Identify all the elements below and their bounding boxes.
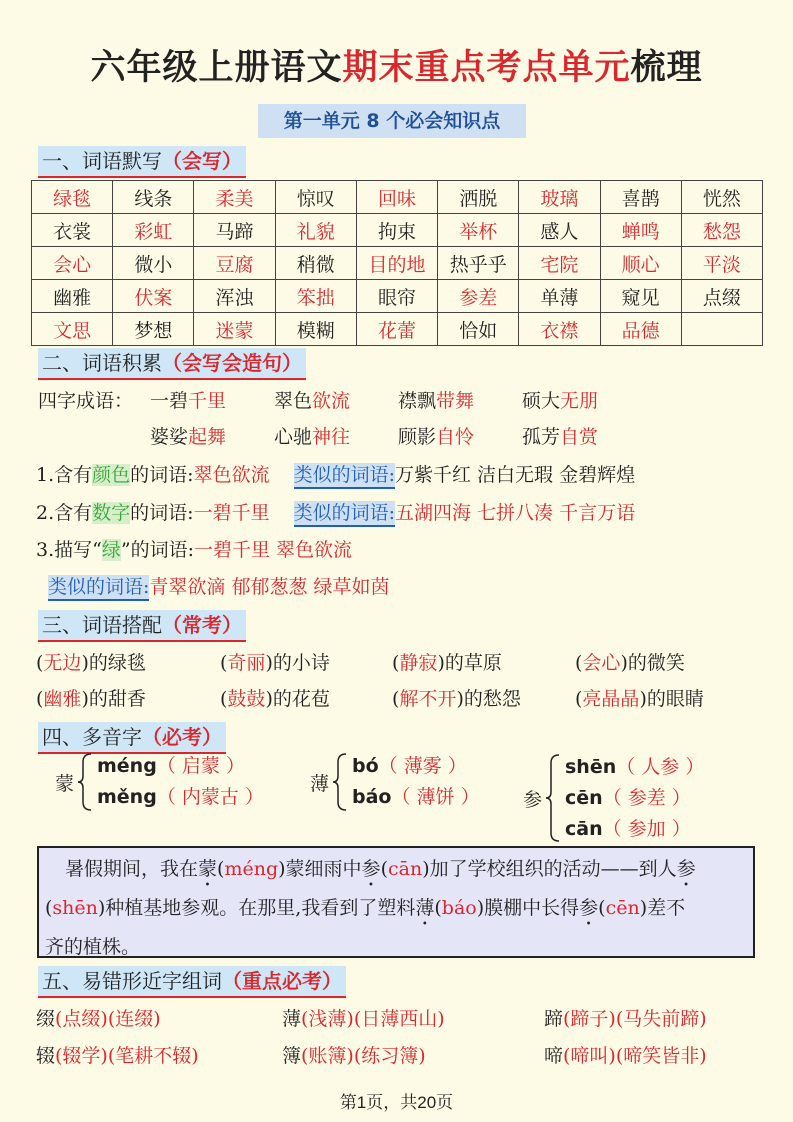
vocab-cell: 洒脱 [438,181,519,214]
vocab-cell: 笨拙 [275,280,356,313]
section-1-tag: （会写） [162,149,242,173]
poly-word: （ 参加 ） [602,818,691,840]
idiom [398,422,522,452]
idiom-part: 硕大 [522,390,561,412]
collocation [575,648,685,678]
l4-similar-label: 类似的词语: [48,575,149,601]
collocation-noun: 的微笑 [627,652,685,674]
story-segment: ( [45,897,53,919]
title-part-3: 梳理 [630,48,703,88]
collocation-noun: 的绿毯 [88,652,146,674]
section-2-tag: （会写会造句） [162,351,302,375]
vocab-cell: 参差 [438,280,519,313]
story-segment: báo [441,897,477,919]
poly-reading [565,783,691,810]
word-line-4 [48,572,390,602]
pinyin: shēn [565,756,617,778]
vocab-cell: 顺心 [600,247,681,280]
section-1-highlight [38,146,246,178]
vocab-cell: 绿毯 [32,181,113,214]
brace-icon [332,752,348,812]
brace-path [333,754,346,810]
collocation-word: 鼓鼓 [227,688,266,710]
story-line [45,930,747,965]
word-line-1 [36,460,635,490]
story-segment: shēn [52,897,98,919]
story-segment: 齐的植株。 [45,936,141,958]
idiom-part: 顾影 [398,426,437,448]
vocab-cell: 宅院 [519,247,600,280]
idiom [274,386,398,416]
word-line-2 [36,498,635,528]
vocab-cell: 拘束 [356,214,437,247]
poly-word: （ 参差 ） [602,787,691,809]
vocab-row [32,181,763,214]
section-5-tag: （重点必考） [222,969,342,993]
confusable-words: (浅薄)(日薄西山) [301,1008,445,1030]
collocation [220,648,330,678]
confusable-words: (账簿)(练习簿) [301,1045,426,1067]
section-3-highlight [38,610,246,642]
l3-key: 绿 [101,539,121,561]
idioms-list-2 [150,426,646,448]
collocation-word: 无边 [43,652,82,674]
story-segment: )蒙细雨中 [278,858,362,880]
confusable-char: 啼 [544,1045,564,1067]
vocab-row [32,214,763,247]
section-1-label: 一、词语默写 [42,149,162,173]
section-2-heading [38,348,306,378]
poly-reading [352,782,480,809]
page-footer: 第1页，共20页 [339,1093,454,1112]
poly-reading [97,782,264,809]
collocation-word: 奇丽 [227,652,266,674]
vocab-cell: 迷蒙 [194,313,275,346]
unit-subtitle: 第一单元 8 个必会知识点 [258,104,526,138]
idiom-part: 带舞 [436,390,475,412]
section-4-label: 四、多音字 [42,725,142,749]
l1-pre: 1.含有 [36,464,93,486]
brace-path [546,755,559,841]
section-5-heading [38,966,346,996]
collocation [36,684,146,714]
confusable-char: 薄 [282,1008,302,1030]
section-3-label: 三、词语搭配 [42,613,162,637]
pinyin: cān [565,818,603,840]
collocation-noun: 的小诗 [272,652,330,674]
collocation-paren: ( [36,688,44,710]
collocation-paren: ( [392,652,400,674]
pinyin: bó [352,755,379,777]
story-segment: )膜棚中长得 [476,897,580,919]
idiom-part: 千里 [188,390,227,412]
pinyin: cēn [565,787,603,809]
confusable-entry [544,1004,707,1034]
l3-pre: 3.描写“ [36,539,102,561]
l2-words: 一碧千里 [193,502,270,524]
story-segment: 参 [579,897,599,919]
collocation-paren: ) [265,652,273,674]
vocab-cell: 豆腐 [194,247,275,280]
poly-char: 薄 [310,773,330,795]
collocation-paren: ) [81,688,89,710]
idioms-list-1 [150,390,646,412]
vocab-cell: 眼帘 [356,280,437,313]
vocab-cell: 幽雅 [32,280,113,313]
vocab-cell: 恍然 [681,181,762,214]
vocab-cell: 衣裳 [32,214,113,247]
brace-icon [77,752,93,812]
vocab-cell [681,313,762,346]
collocation-paren: ) [620,652,628,674]
word-line-3 [36,535,352,565]
collocation-word: 解不开 [399,688,457,710]
page-title [0,40,793,90]
l4-similar-words: 青翠欲滴 郁郁葱葱 绿草如茵 [149,576,390,598]
collocation-paren: ( [220,652,228,674]
collocation-paren: ) [639,688,647,710]
section-1-heading [38,146,246,176]
section-3-tag: （常考） [162,613,242,637]
l2-mid: 的词语: [130,502,194,524]
story-segment: 薄 [415,897,435,919]
idiom [150,386,274,416]
story-segment: )差不 [639,897,686,919]
vocab-cell: 花蕾 [356,313,437,346]
vocab-cell: 线条 [113,181,194,214]
l1-key: 颜色 [92,464,131,486]
idiom-part: 起舞 [188,426,227,448]
idiom [150,422,274,452]
l1-words: 翠色欲流 [193,464,270,486]
vocab-row [32,280,763,313]
vocab-cell: 玻璃 [519,181,600,214]
title-part-2: 期末重点考点单元 [342,48,631,88]
vocab-cell: 平淡 [681,247,762,280]
vocab-cell: 惊叹 [275,181,356,214]
vocab-cell: 举杯 [438,214,519,247]
collocation-paren: ( [392,688,400,710]
poly-reading [565,752,704,779]
vocab-cell: 目的地 [356,247,437,280]
story-segment: cēn [605,897,640,919]
story-segment: ( [217,858,225,880]
vocab-cell: 礼貌 [275,214,356,247]
vocab-cell: 柔美 [194,181,275,214]
story-box [37,846,755,958]
section-4-heading [38,722,226,752]
poly-word: （ 薄雾 ） [378,755,467,777]
confusable-entry [36,1004,161,1034]
collocation-paren: ) [265,688,273,710]
poly-reading [97,751,245,778]
pinyin: měng [97,786,157,808]
collocation-paren: ) [437,652,445,674]
collocation [392,648,502,678]
vocab-cell: 单薄 [519,280,600,313]
section-2-highlight [38,348,306,380]
l2-similar-words: 五湖四海 七拼八凑 千言万语 [394,502,636,524]
vocab-cell: 蝉鸣 [600,214,681,247]
collocation-noun: 的愁怨 [463,688,521,710]
section-5-highlight [38,966,346,998]
story-segment: 参 [676,858,696,880]
confusable-words: (蹄子)(马失前蹄) [563,1008,707,1030]
idiom-part: 无朋 [560,390,599,412]
idioms-label: 四字成语： [38,390,134,412]
vocab-cell: 感人 [519,214,600,247]
vocab-cell: 喜鹊 [600,181,681,214]
story-segment: ( [434,897,442,919]
l3-words: 一碧千里 翠色欲流 [193,539,353,561]
vocab-cell: 点缀 [681,280,762,313]
collocation-noun: 的甜香 [88,688,146,710]
vocab-cell: 愁怨 [681,214,762,247]
story-segment: 蒙 [198,858,218,880]
brace-path [78,754,91,810]
idiom [274,422,398,452]
confusable-char: 簿 [282,1045,302,1067]
l1-mid: 的词语: [130,464,194,486]
vocab-cell: 会心 [32,247,113,280]
story-segment: méng [224,858,279,880]
collocation-paren: ( [575,652,583,674]
confusable-words: (点缀)(连缀) [55,1008,161,1030]
confusable-entry [282,1041,426,1071]
idiom-part: 一碧 [150,390,189,412]
idiom-part: 欲流 [312,390,351,412]
collocation-paren: ( [36,652,44,674]
story-line [45,852,747,891]
l2-pre: 2.含有 [36,502,93,524]
vocab-table [31,180,763,346]
collocation-paren: ( [220,688,228,710]
collocation [220,684,330,714]
vocab-cell: 马蹄 [194,214,275,247]
story-segment: cān [387,858,423,880]
poly-word: （ 内蒙古 ） [156,786,264,808]
vocab-cell: 浑浊 [194,280,275,313]
story-segment: ( [598,897,606,919]
section-2-label: 二、词语积累 [42,351,162,375]
l1-similar-label: 类似的词语: [294,463,395,489]
collocation [36,648,146,678]
l2-similar-label: 类似的词语: [294,501,395,527]
section-3-heading [38,610,246,640]
confusable-entry [282,1004,445,1034]
idiom-part: 心驰 [274,426,313,448]
vocab-cell: 文思 [32,313,113,346]
title-part-1: 六年级上册语文 [90,48,343,88]
poly-word: （ 薄饼 ） [391,786,480,808]
idiom [522,386,646,416]
idiom-part: 孤芳 [522,426,561,448]
vocab-cell: 品德 [600,313,681,346]
poly-char: 蒙 [55,773,75,795]
idiom-part: 襟飘 [398,390,437,412]
collocation [575,684,704,714]
story-segment: 参 [361,858,381,880]
vocab-row [32,247,763,280]
confusable-entry [544,1041,707,1071]
vocab-cell: 彩虹 [113,214,194,247]
section-4-tag: （必考） [142,725,222,749]
story-line [45,891,747,930]
poly-word: （ 启蒙 ） [156,755,245,777]
idiom-part: 翠色 [274,390,313,412]
idiom-part: 婆娑 [150,426,189,448]
l1-similar-words: 万紫千红 洁白无瑕 金碧辉煌 [394,464,636,486]
pinyin: méng [97,755,157,777]
l3-mid: ”的词语: [120,539,194,561]
l2-key: 数字 [92,502,131,524]
poly-reading [565,814,691,841]
idiom-part: 自怜 [436,426,475,448]
poly-word: （ 人参 ） [616,756,705,778]
collocation-word: 亮晶晶 [582,688,640,710]
collocation-word: 静寂 [399,652,438,674]
collocation-paren: ( [575,688,583,710]
collocation-word: 会心 [582,652,621,674]
collocation-paren: ) [81,652,89,674]
collocation [392,684,521,714]
pinyin: báo [352,786,392,808]
confusable-char: 辍 [36,1045,56,1067]
idiom [522,422,646,452]
vocab-cell: 恰如 [438,313,519,346]
poly-char: 参 [523,789,543,811]
idiom-part: 神往 [312,426,351,448]
idioms-row-1 [38,386,646,416]
section-4-highlight [38,722,226,754]
brace-icon [545,753,561,843]
story-segment: 暑假期间，我在 [65,858,199,880]
collocation-noun: 的花苞 [272,688,330,710]
vocab-cell: 梦想 [113,313,194,346]
story-segment: )种植基地参观。在那里,我看到了塑料 [97,897,416,919]
collocation-word: 幽雅 [43,688,82,710]
confusable-words: (辍学)(笔耕不辍) [55,1045,199,1067]
vocab-cell: 热乎乎 [438,247,519,280]
idiom-part: 自赏 [560,426,599,448]
confusable-char: 蹄 [544,1008,564,1030]
confusable-words: (啼叫)(啼笑皆非) [563,1045,707,1067]
idioms-row-2 [150,422,646,452]
collocation-noun: 的眼睛 [646,688,704,710]
vocab-cell: 回味 [356,181,437,214]
vocab-cell: 稍微 [275,247,356,280]
vocab-cell: 微小 [113,247,194,280]
vocab-row [32,313,763,346]
confusable-char: 缀 [36,1008,56,1030]
poly-reading [352,751,467,778]
vocab-cell: 衣襟 [519,313,600,346]
idiom [398,386,522,416]
vocab-cell: 窥见 [600,280,681,313]
confusable-entry [36,1041,199,1071]
story-segment: ( [380,858,388,880]
story-segment: )加了学校组织的活动——到人 [422,858,677,880]
vocab-cell: 伏案 [113,280,194,313]
vocab-cell: 模糊 [275,313,356,346]
section-5-label: 五、易错形近字组词 [42,969,222,993]
collocation-noun: 的草原 [444,652,502,674]
collocation-paren: ) [456,688,464,710]
